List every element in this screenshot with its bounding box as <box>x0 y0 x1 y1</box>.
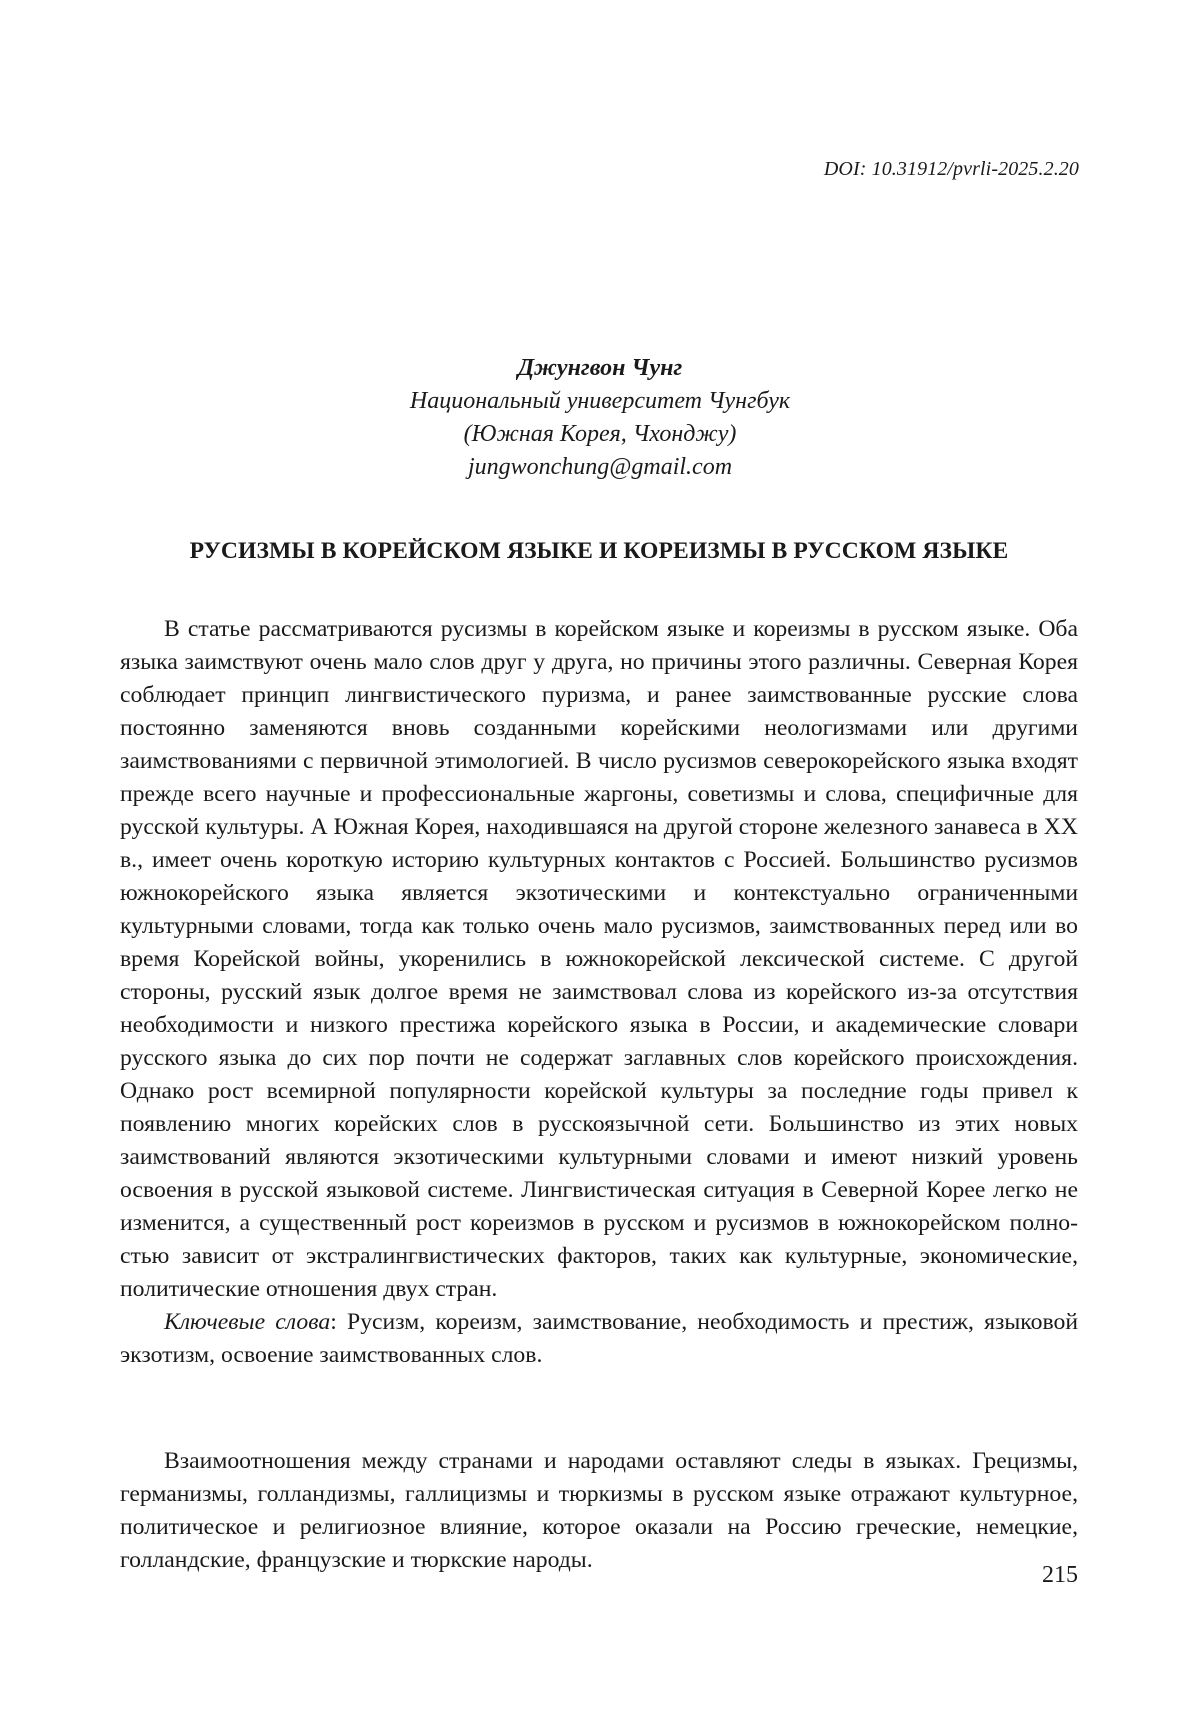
keywords-text: Русизм, кореизм, заимствование, необходимость и престиж, языковой экзотизм, освоение заимствованных слов. <box>120 1309 1078 1368</box>
abstract-section <box>120 613 1078 1372</box>
page-number: 215 <box>1042 1562 1078 1588</box>
author-location: (Южная Корея, Чхонджу) <box>463 421 737 447</box>
abstract-paragraph: В статье рассматриваются русизмы в корейском языке и кореизмы в русском языке. Оба языка заимствуют очень мало слов друг у друга, но причины этого различны. Северная Корея соблюдает принцип лингвистического пуризма, и ранее заимствованные русские слова постоянно заменяются вновь созданными корейскими неологизмами или другими заимствованиями с первичной этимологией. В число русизмов северокорейского языка входят прежде всего научные и профессиональные жаргоны, советизмы и слова, специфичные для русской культуры. А Южная Корея, находившаяся на другой стороне железного занавеса в XX в., имеет очень короткую историю культурных контактов с Россией. Большинство русизмов южнокорейского языка является экзотическими и контекстуально ограниченными культурными словами, тогда как только очень мало русизмов, заимствованных перед или во время Корейской войны, укоренились в южнокорейской лексической системе. С другой стороны, русский язык долгое время не заимствовал слова из корейского из-за отсутствия необходимости и низкого престижа корейского языка в России, и академические словари русского языка до сих пор почти не содержат заглавных слов корейского происхождения. Однако рост всемирной популярности корейской культуры за последние годы привел к появлению многих корейских слов в русскоязычной сети. Большинство из этих новых заимствований являются экзотическими культурными словами и имеют низкий уровень освоения в русской языковой системе. Лингвистическая ситуация в Северной Корее легко не изменится, а существенный рост кореизмов в русском и русизмов в южнокорейском полностью зависит от экстралингвистических факторов, таких как культурные, экономические, политические отношения двух стран. <box>120 616 1078 1302</box>
author-affiliation: Национальный университет Чунгбук <box>409 388 791 414</box>
article-title: РУСИЗМЫ В КОРЕЙСКОМ ЯЗЫКЕ И КОРЕИЗМЫ В РУССКОМ ЯЗЫКЕ <box>189 538 1009 564</box>
author-block <box>0 352 1200 484</box>
author-name: Джунгвон Чунг <box>517 355 683 381</box>
keywords-paragraph <box>120 1306 1078 1372</box>
intro-paragraph: Взаимоотношения между странами и народами оставляют следы в языках. Грецизмы, германизмы, голландизмы, галлицизмы и тюркизмы в русском языке отражают культурное, политическое и религиозное влияние, которое оказали на Россию греческие, немецкие, голландские, французские и тюркские народы. <box>120 1448 1078 1573</box>
keywords-separator: : <box>330 1309 337 1335</box>
intro-section <box>120 1445 1078 1577</box>
doi-label: DOI: 10.31912/pvrli-2025.2.20 <box>823 158 1079 180</box>
author-email: jungwonchung@gmail.com <box>467 454 733 480</box>
keywords-label: Ключевые слова <box>164 1309 331 1335</box>
